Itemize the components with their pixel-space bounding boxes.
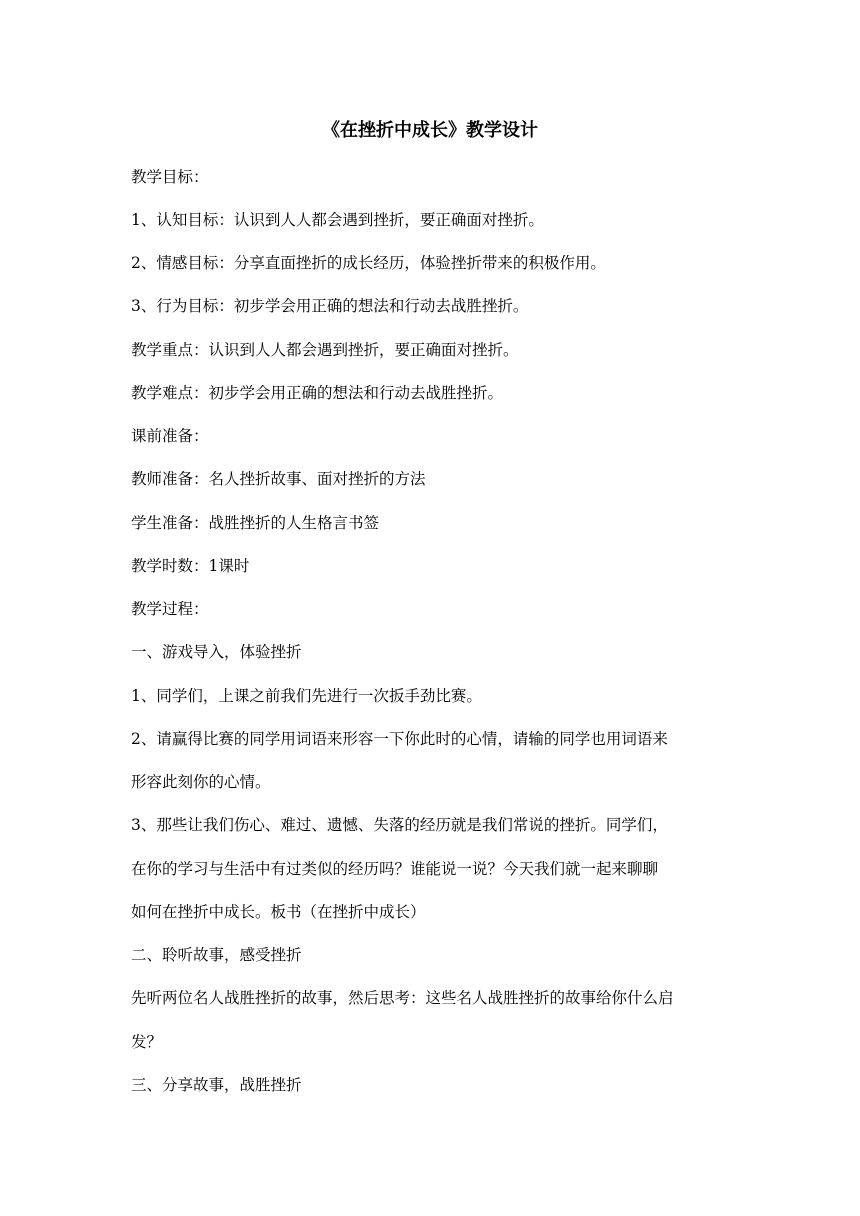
document-title: 《在挫折中成长》教学设计	[322, 120, 538, 141]
paragraph-line: 1、同学们，上课之前我们先进行一次扳手劲比赛。	[131, 687, 482, 705]
subsection-heading: 一、游戏导入，体验挫折	[131, 643, 302, 661]
subsection-heading: 二、聆听故事，感受挫折	[131, 946, 302, 964]
paragraph-line: 1、认知目标：认识到人人都会遇到挫折，要正确面对挫折。	[131, 211, 544, 229]
section-heading-process: 教学过程：	[131, 600, 209, 618]
paragraph-line: 2、请赢得比赛的同学用词语来形容一下你此时的心情，请输的同学也用词语来	[131, 730, 668, 748]
section-heading-preparation: 课前准备：	[131, 427, 209, 445]
section-heading-objectives: 教学目标：	[131, 168, 209, 186]
paragraph-line: 2、情感目标：分享直面挫折的成长经历，体验挫折带来的积极作用。	[131, 254, 606, 272]
paragraph-line: 发？	[131, 1033, 163, 1051]
paragraph-line: 教学重点：认识到人人都会遇到挫折，要正确面对挫折。	[131, 341, 519, 359]
subsection-heading: 三、分享故事，战胜挫折	[131, 1076, 302, 1094]
paragraph-line: 教学难点：初步学会用正确的想法和行动去战胜挫折。	[131, 384, 504, 402]
paragraph-line: 教学时数：1课时	[131, 557, 250, 575]
paragraph-line: 3、那些让我们伤心、难过、遗憾、失落的经历就是我们常说的挫折。同学们，	[131, 816, 668, 834]
paragraph-line: 形容此刻你的心情。	[131, 773, 271, 791]
paragraph-line: 学生准备：战胜挫折的人生格言书签	[131, 514, 380, 532]
paragraph-line: 3、行为目标：初步学会用正确的想法和行动去战胜挫折。	[131, 297, 529, 315]
paragraph-line: 教师准备：名人挫折故事、面对挫折的方法	[131, 470, 426, 488]
paragraph-line: 在你的学习与生活中有过类似的经历吗？谁能说一说？今天我们就一起来聊聊	[131, 860, 659, 878]
paragraph-line: 如何在挫折中成长。板书（在挫折中成长）	[131, 903, 426, 921]
paragraph-line: 先听两位名人战胜挫折的故事，然后思考：这些名人战胜挫折的故事给你什么启	[131, 989, 674, 1007]
